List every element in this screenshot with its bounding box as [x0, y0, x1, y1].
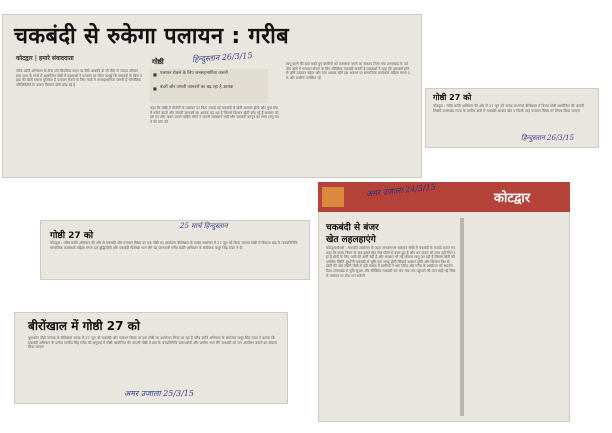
headline-right-line-1: चकबंदी से बंजर — [326, 223, 379, 233]
bullet-icon: ■ — [153, 72, 157, 77]
dateline: कोटद्वार | हमारे संवाददाता — [16, 55, 74, 62]
handwritten-date-note: हिन्दुस्तान 26/3/15 — [521, 134, 575, 142]
news-clipping-small-right — [425, 88, 599, 148]
news-clipping-main — [2, 14, 422, 178]
masthead-title: कोटद्वार — [494, 191, 531, 206]
article-column-1: गरीब क्रांति अभियान के बैनर तले क्रियोटेक सदन पर बैठी आबादि दो सौ बीस से ज्यादा परिवार ग्राम सभा के गांवों में आयोजित गोष्ठी में वक्ताओं ने पलायन पर चिंता जताई कि चकबंदी के बिना पहाड़ की खेती बचाना मुश्किल है पलायन रोकने के लिए गांवों में जनसहभागिता जरूरी है भौगोलिक परिस्थितियों के कारण किसान खेती छोड़ रहे हैं — [16, 69, 143, 87]
news-clipping-mid-left — [40, 220, 310, 280]
news-clipping-right — [318, 182, 570, 422]
bullet-icon: ■ — [153, 86, 157, 91]
article-column-2: कहा कि गोष्ठी में बीजेपी के पलायन पर चिंता जताई गई चकबंदी से खेती आसान होगी और युवा गांव में रुकेंगे बंदरों और जंगली जानवरों का आतंक बढ़ रहा है जिससे किसान खेती छोड़ रहे हैं सरकार को इस पर ठोस कदम उठाने चाहिए लोगों ने अपनी समस्याएं रखीं और चकबंदी कानून को जल्द लागू करने की मांग की — [150, 106, 280, 124]
section-tag: गोष्ठी — [152, 58, 164, 66]
handwritten-date-note: 25 मार्च हिन्दुस्तान — [180, 222, 228, 230]
side-strip — [460, 218, 464, 416]
headline-main: चकबंदी से रुकेगा पलायन : गरीब — [14, 24, 289, 49]
headline-mid-left: गोष्ठी 27 को — [50, 231, 94, 241]
article-column-3: लागू करने की बात करते हुए ग्रामीणों को जागरूक करने का संकल्प लिया गया उत्तराखंड के पर्वतीय क्षेत्रों में पलायन रोकने के लिए स्वैच्छिक चकबंदी जरूरी है वक्ताओं ने कहा कि चकबंदी होने से कृषि उत्पादन बढ़ेगा और गांव आबाद रहेंगे इस अवसर पर सामाजिक कार्यकर्ता महिला मंगल दल और ग्रामीण उपस्थित रहे — [286, 62, 411, 80]
article-text-right: कोटद्वार/बैजरो : चकबंदी आंदोलन के तहत जनजागरण चलाकर गोष्ठी में चकबंदी के फायदे बताए गए कहा कि राज्य नियम के बाद हमारे खेत रोज पौधों से बंजर हुए हैं और धन पाकर भी लाभ नहीं मिल रहा है खेती के लिए पानी की कमी नहीं है और सरकार भी नई योजना लागू कर रही है जिससे खेती की आर्थिक स्थिति सुधरेगी चकबंदी से भूमि एक जगह होगी सिंचाई आसान होगी और किसान फिर से खेती की ओर लौटेंगे गोष्ठी में बड़ी संख्या में ग्रामीणों ने भाग लिया और गरीब के आंदोलन को समर्थन दिया उत्तराखंड में भूमि सुधार और स्वैच्छिक चकबंदी को गांव गांव तक पहुंचाने की बात कही गई जिससे पलायन पर रोक लग सकेगी — [326, 246, 457, 278]
masthead-bar — [318, 182, 570, 212]
bullet-point-1: पलायन रोकने के लिए जनसहभागिता जरूरी — [160, 71, 228, 76]
handwritten-date-note: हिन्दुस्तान 26/3/15 — [191, 50, 253, 65]
headline-small-right: गोष्ठी 27 को — [433, 93, 472, 102]
masthead-logo-mark — [322, 187, 344, 207]
bullet-point-2: बंदरों और जंगली जानवरों का बढ़ रहा है आतंक — [160, 85, 234, 90]
article-text-small-right: कोटद्वार : गरीब क्रांति अभियान की ओर से 27 जून को ब्लाक सभागार बीरोंखाल में विचार गोष्ठी आयोजित की जाएगी जिसमें उत्तराखंड राज्य के ग्रामीण क्षेत्रों में चकबंदी आबाद खेत व किसी तरह पलायन विषय पर विचार किया जाएगा — [433, 104, 586, 113]
handwritten-date-note: अमर उजाला 25/3/15 — [124, 389, 194, 398]
article-text-mid-left: कोटद्वार : गरीब क्रांति अभियान की ओर से चकबंदी और पलायन विषय पर एक गोष्ठी का आयोजन बीरोंखाल के ब्लॉक सभागार में 27 जून को किया जाएगा गोष्ठी में विकास खंड के जनप्रतिनिधि सामाजिक कार्यकर्ता महिला मंगल दल बुद्धिजीवी और चकबंदी विशेषज्ञ भाग लेंगे यह जानकारी गरीब क्रांति अभियान के संयोजक कपूर सिंह रावत ने दी — [50, 241, 299, 250]
handwritten-date-note: अमर उजाला 24/3/15 — [365, 182, 437, 199]
headline-right-line-2: खेत लहलहाएंगे — [326, 235, 376, 245]
article-text-bottom-left: धूमाकोट पौड़ी जनपद के बीरोंखाल ब्लाक में 27 जून को चकबंदी और पलायन विषय पर एक गोष्ठी का आयोजन किया जा रहा है गरीब क्रांति अभियान के संयोजक कपूर सिंह रावत ने बताया कि चकबंदी अभियान के प्रणेता स्वर्गीय सिंह गरीब की अगुवाई में गोष्ठी आयोजित की जाएगी गोष्ठी में क्षेत्र के जनप्रतिनिधि समाजसेवी और ग्रामीण भाग लेंगे चकबंदी को जन आंदोलन बनाने का संकल्प लिया जाएगा — [28, 336, 279, 350]
headline-bottom-left: बीरोंखाल में गोष्ठी 27 को — [28, 319, 140, 333]
news-clipping-bottom-left — [14, 312, 288, 404]
